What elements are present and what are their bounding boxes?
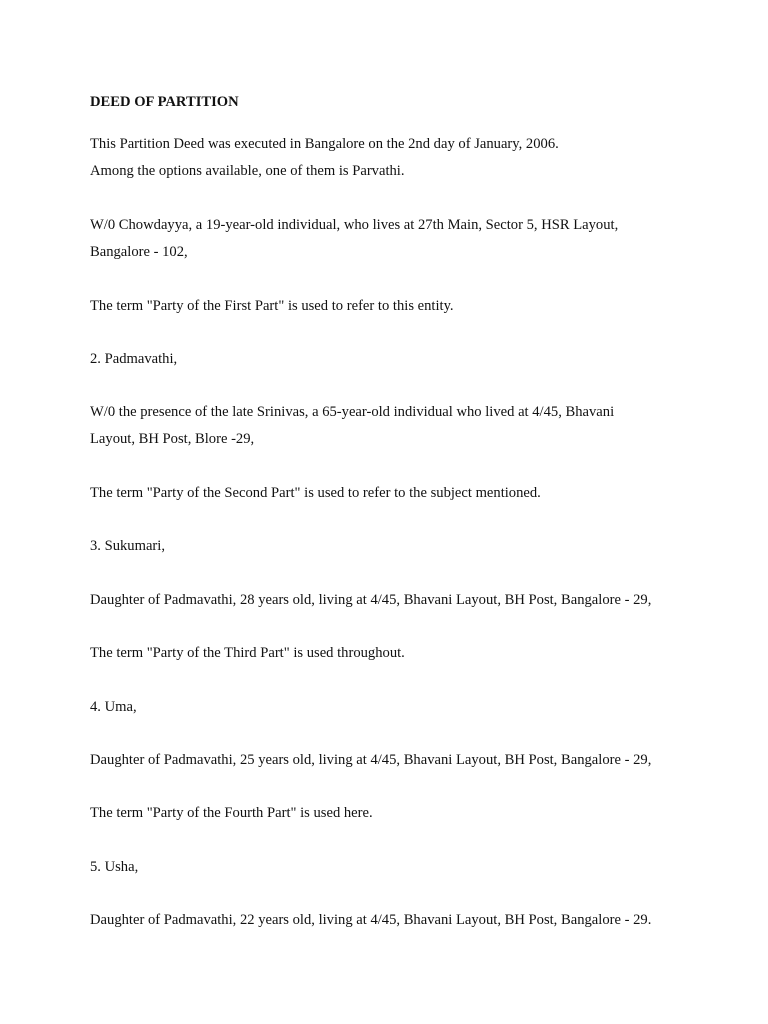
party3-description: Daughter of Padmavathi, 28 years old, living at 4/45, Bhavani Layout, BH Post, Bangalore - 29, bbox=[90, 592, 652, 608]
intro-line-1: This Partition Deed was executed in Bangalore on the 2nd day of January, 2006. bbox=[90, 136, 559, 152]
party4-name: 4. Uma, bbox=[90, 699, 137, 715]
intro-line-2: Among the options available, one of them is Parvathi. bbox=[90, 163, 405, 179]
party3-term: The term "Party of the Third Part" is used throughout. bbox=[90, 645, 405, 661]
party2-description-line-1: W/0 the presence of the late Srinivas, a 65-year-old individual who lived at 4/45, Bhavani bbox=[90, 404, 615, 420]
party1-description-line-2: Bangalore - 102, bbox=[90, 244, 188, 260]
party2-name: 2. Padmavathi, bbox=[90, 351, 178, 367]
party5-name: 5. Usha, bbox=[90, 859, 139, 875]
document-title: DEED OF PARTITION bbox=[90, 94, 239, 110]
party1-term: The term "Party of the First Part" is used to refer to this entity. bbox=[90, 298, 454, 314]
party2-description-line-2: Layout, BH Post, Blore -29, bbox=[90, 431, 255, 447]
party4-term: The term "Party of the Fourth Part" is used here. bbox=[90, 805, 373, 821]
party3-name: 3. Sukumari, bbox=[90, 538, 165, 554]
party5-description: Daughter of Padmavathi, 22 years old, living at 4/45, Bhavani Layout, BH Post, Bangalore - 29. bbox=[90, 912, 652, 928]
party2-term: The term "Party of the Second Part" is used to refer to the subject mentioned. bbox=[90, 485, 541, 501]
party1-description-line-1: W/0 Chowdayya, a 19-year-old individual, who lives at 27th Main, Sector 5, HSR Layout, bbox=[90, 217, 619, 233]
party4-description: Daughter of Padmavathi, 25 years old, living at 4/45, Bhavani Layout, BH Post, Bangalore - 29, bbox=[90, 752, 652, 768]
